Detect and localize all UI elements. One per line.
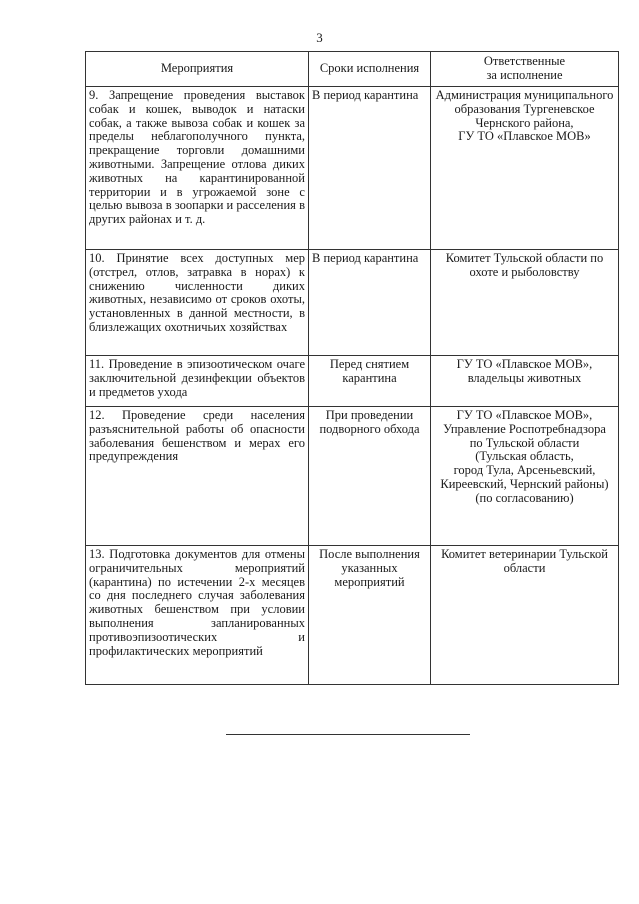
activity-cell: 9. Запрещение проведения выставок собак и кошек, выводок и натаски собак, а также вывоза собак и кошек за пределы неблагополучного пункта, прекращение торговли домашними животными. Запрещение отлова диких животных на карантинированной территории и в угрожаемой зоне с целью вывоза в зоопарки и расселения в других районах и т. д.	[86, 87, 309, 250]
responsible-cell: Комитет ветеринарии Тульской области	[431, 546, 619, 685]
activity-cell: 10. Принятие всех доступных мер (отстрел, отлов, затравка в норах) к снижению численности диких животных, независимо от сроков охоты, установленных в данной местности, в близлежащих охотничьих хозяйствах	[86, 250, 309, 356]
table-row	[86, 356, 619, 407]
measures-table	[85, 51, 619, 685]
responsible-cell: Администрация муниципального образования Тургеневское Чернского района, ГУ ТО «Плавское МОВ»	[431, 87, 619, 250]
page-number: 3	[316, 30, 323, 45]
table-row	[86, 87, 619, 250]
deadline-cell: При проведении подворного обхода	[309, 407, 431, 546]
responsible-cell: Комитет Тульской области по охоте и рыболовству	[431, 250, 619, 356]
deadline-cell: В период карантина	[309, 250, 431, 356]
activity-cell: 11. Проведение в эпизоотическом очаге заключительной дезинфекции объектов и предметов ухода	[86, 356, 309, 407]
header-deadline: Сроки исполнения	[309, 52, 431, 87]
table-row	[86, 407, 619, 546]
deadline-cell: После выполнения указанных мероприятий	[309, 546, 431, 685]
deadline-cell: В период карантина	[309, 87, 431, 250]
table-row	[86, 546, 619, 685]
deadline-cell: Перед снятием карантина	[309, 356, 431, 407]
header-activity: Мероприятия	[86, 52, 309, 87]
activity-cell: 13. Подготовка документов для отмены ограничительных мероприятий (карантина) по истечении 2-х месяцев со дня последнего случая заболевания животных бешенством при условии выполнения запланированных противоэпизоотических и профилактических мероприятий	[86, 546, 309, 685]
table-header-row	[86, 52, 619, 87]
closing-divider-line	[226, 734, 470, 735]
table-row	[86, 250, 619, 356]
activity-cell: 12. Проведение среди населения разъяснительной работы об опасности заболевания бешенством и мерах его предупреждения	[86, 407, 309, 546]
header-responsible: Ответственные за исполнение	[431, 52, 619, 87]
responsible-cell: ГУ ТО «Плавское МОВ», Управление Роспотребнадзора по Тульской области (Тульская область, город Тула, Арсеньевский, Киреевский, Чернский районы) (по согласованию)	[431, 407, 619, 546]
responsible-cell: ГУ ТО «Плавское МОВ», владельцы животных	[431, 356, 619, 407]
